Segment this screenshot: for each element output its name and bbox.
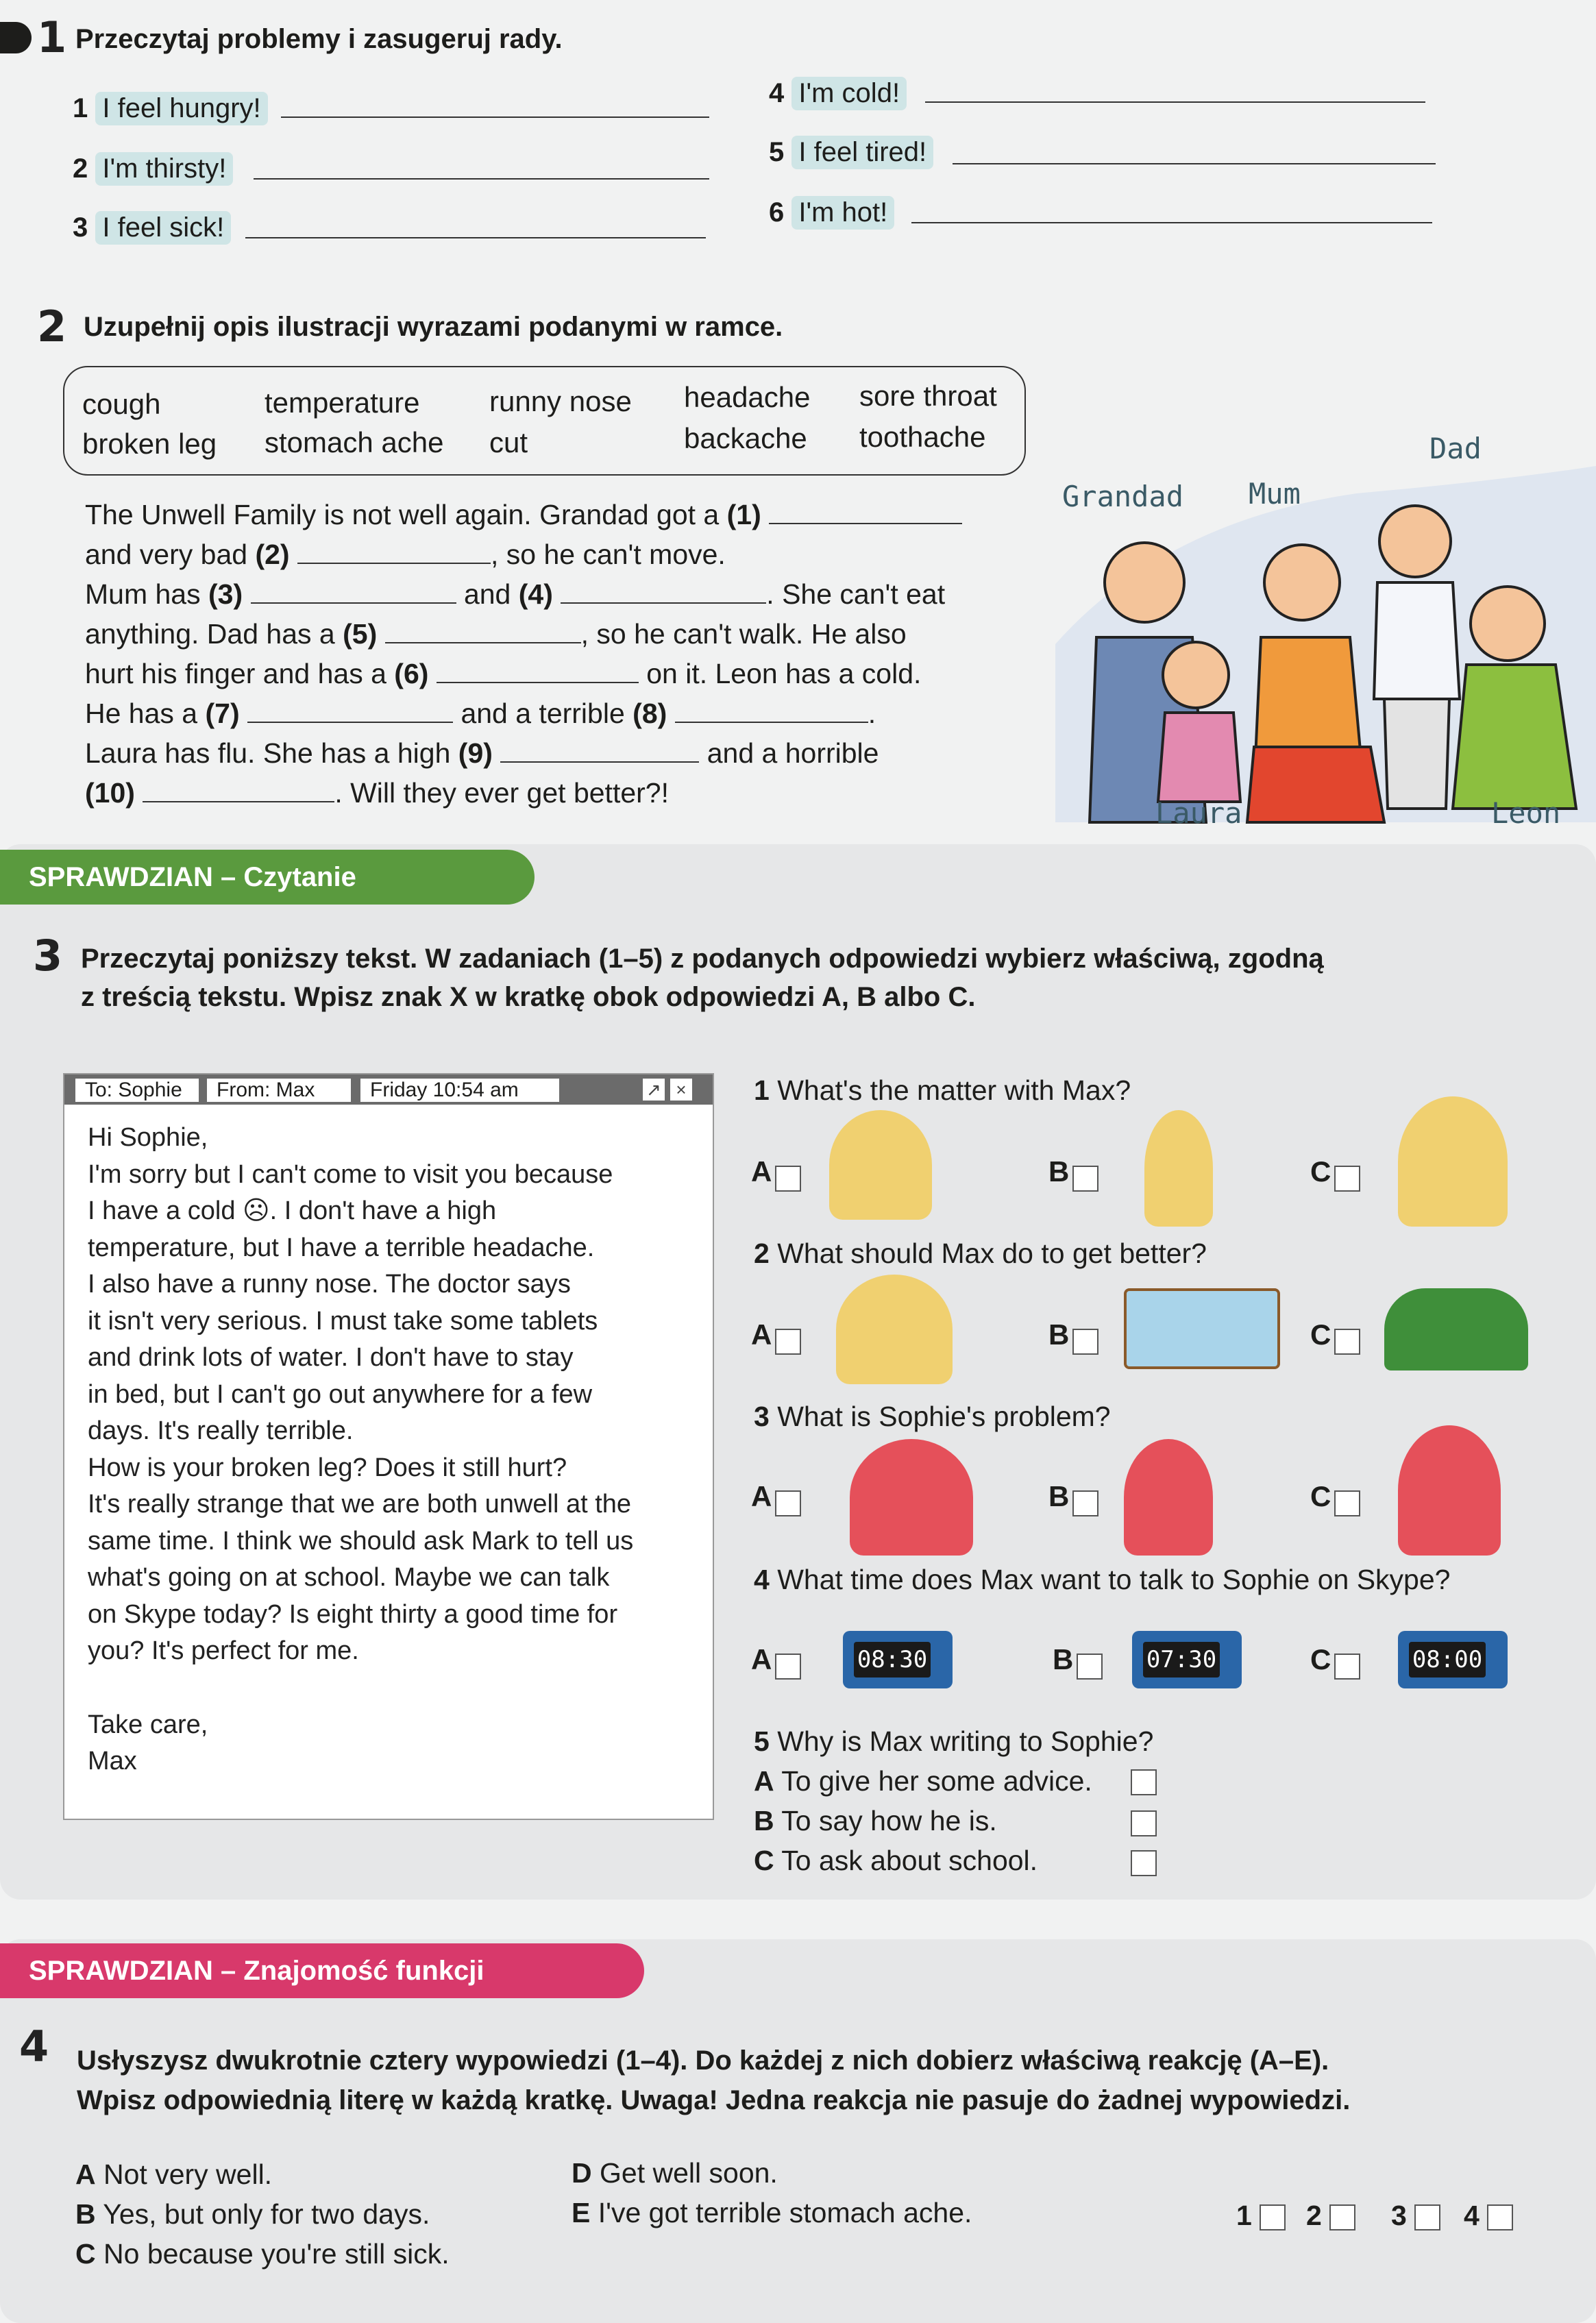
q2-option-c[interactable]: C xyxy=(1310,1318,1360,1355)
word: sore throat xyxy=(859,380,997,412)
q3-img-b-cold xyxy=(1124,1439,1213,1556)
word: cut xyxy=(489,426,528,458)
word: cough xyxy=(82,388,161,420)
label-dad: Dad xyxy=(1429,432,1482,465)
answer-line[interactable] xyxy=(953,163,1436,164)
checkbox[interactable] xyxy=(1334,1490,1360,1516)
task4-instruction-2: Wpisz odpowiednią literę w każdą kratkę. Uwaga! Jedna reakcja nie pasuje do żadnej wypowiedzi. xyxy=(77,2085,1351,2115)
q5-option-a: A To give her some advice. xyxy=(754,1765,1092,1797)
email-window xyxy=(63,1073,714,1820)
gap-8[interactable] xyxy=(675,722,868,723)
laura-figure xyxy=(1158,642,1240,802)
email-header xyxy=(64,1074,713,1105)
checkbox[interactable] xyxy=(1072,1490,1098,1516)
expand-icon[interactable]: ↗ xyxy=(643,1079,665,1101)
q3-img-c-cut xyxy=(1398,1425,1501,1556)
task1-number: 1 xyxy=(37,12,67,62)
reaction-c: C No because you're still sick. xyxy=(75,2238,450,2270)
checkbox[interactable] xyxy=(775,1654,801,1680)
functions-tab: SPRAWDZIAN – Znajomość funkcji xyxy=(0,1943,644,1998)
checkbox[interactable] xyxy=(1334,1166,1360,1192)
answer-line[interactable] xyxy=(245,237,706,238)
answer-slot-2[interactable]: 2 xyxy=(1306,2200,1355,2232)
reaction-d: D Get well soon. xyxy=(572,2157,778,2189)
alarm-clock-icon xyxy=(843,1631,953,1688)
task3-instruction-2: z treścią tekstu. Wpisz znak X w kratkę obok odpowiedzi A, B albo C. xyxy=(81,982,976,1012)
task3-number: 3 xyxy=(33,931,63,981)
checkbox[interactable] xyxy=(775,1490,801,1516)
speech-bubble: I'm hot! xyxy=(791,196,894,230)
q1-img-c-sneezing xyxy=(1398,1096,1508,1227)
q3-img-a-broken-leg xyxy=(850,1439,973,1556)
alarm-clock-icon xyxy=(1398,1631,1508,1688)
checkbox[interactable] xyxy=(775,1166,801,1192)
answer-box[interactable] xyxy=(1260,2204,1286,2230)
gap-9[interactable] xyxy=(500,761,699,763)
word: toothache xyxy=(859,421,986,453)
reaction-b: B Yes, but only for two days. xyxy=(75,2198,430,2230)
task4-instruction-1: Usłyszysz dwukrotnie cztery wypowiedzi (1–4). Do każdej z nich dobierz właściwą reakcję (A–E). xyxy=(77,2045,1329,2076)
reaction-e: E I've got terrible stomach ache. xyxy=(572,2197,972,2228)
task1-instruction: Przeczytaj problemy i zasugeruj rady. xyxy=(75,24,563,54)
task1-item-4: 4 I'm cold! xyxy=(769,77,907,110)
word: runny nose xyxy=(489,385,632,417)
q5-checkbox-b[interactable] xyxy=(1131,1810,1157,1836)
question-1: 1 What's the matter with Max? xyxy=(754,1074,1131,1106)
word: headache xyxy=(684,381,811,413)
label-grandad: Grandad xyxy=(1062,480,1184,513)
alarm-clock-icon xyxy=(1132,1631,1242,1688)
clock-time: 08:30 xyxy=(854,1642,931,1677)
gap-1[interactable] xyxy=(769,523,962,524)
email-date: Friday 10:54 am xyxy=(360,1079,559,1102)
answer-line[interactable] xyxy=(925,101,1425,103)
q2-img-c-walking xyxy=(1384,1288,1528,1371)
gap-6[interactable] xyxy=(437,682,639,683)
answer-line[interactable] xyxy=(281,116,709,118)
q5-option-b: B To say how he is. xyxy=(754,1805,997,1836)
answer-box[interactable] xyxy=(1414,2204,1440,2230)
speech-bubble: I feel sick! xyxy=(95,211,231,245)
speech-bubble: I'm cold! xyxy=(791,77,907,110)
task1-item-1: 1 I feel hungry! xyxy=(73,92,268,125)
q3-option-a[interactable]: A xyxy=(751,1480,801,1516)
answer-line[interactable] xyxy=(254,178,709,180)
answer-slot-3[interactable]: 3 xyxy=(1391,2200,1440,2232)
email-to: To: Sophie xyxy=(75,1079,199,1102)
label-leon: Leon xyxy=(1491,796,1561,830)
q5-option-c: C To ask about school. xyxy=(754,1845,1038,1876)
q1-option-b[interactable]: B xyxy=(1048,1155,1098,1192)
checkbox[interactable] xyxy=(1077,1654,1103,1680)
email-from: From: Max xyxy=(207,1079,351,1102)
gap-2[interactable] xyxy=(297,563,491,564)
word: broken leg xyxy=(82,428,217,460)
task3-instruction-1: Przeczytaj poniższy tekst. W zadaniach (1–5) z podanych odpowiedzi wybierz właściwą, zgodną xyxy=(81,944,1324,974)
task1-item-3: 3 I feel sick! xyxy=(73,211,231,245)
answer-box[interactable] xyxy=(1487,2204,1513,2230)
gap-10[interactable] xyxy=(143,801,334,802)
speech-bubble: I feel hungry! xyxy=(95,92,267,125)
speech-bubble: I'm thirsty! xyxy=(95,152,233,186)
gap-4[interactable] xyxy=(561,602,766,604)
q1-img-a-thermometer xyxy=(829,1110,932,1220)
question-3: 3 What is Sophie's problem? xyxy=(754,1401,1111,1432)
close-icon[interactable]: × xyxy=(670,1079,692,1101)
answer-line[interactable] xyxy=(911,222,1432,223)
q2-img-b-in-bed xyxy=(1124,1288,1280,1369)
dad-figure xyxy=(1374,506,1460,809)
email-body: Hi Sophie, I'm sorry but I can't come to visit you because I have a cold ☹. I don't have a high temperature, but I have a terrible headache. I also have a runny nose. The doctor says it isn't very serious. I must take some tablets and drink lots of water. I don't have to stay in bed, but I can't go out anywhere for a few days. It's really terrible. How is your broken leg? Does it still hurt? It's really strange that we are both unwell at the same time. I think we should ask Mark to tell us what's going on at school. Maybe we can talk on Skype today? Is eight thirty a good time for you? It's perfect for me. Take care, Max xyxy=(88,1123,634,1775)
answer-slot-1[interactable]: 1 xyxy=(1236,2200,1286,2232)
reading-tab: SPRAWDZIAN – Czytanie xyxy=(0,850,535,905)
task4-number: 4 xyxy=(19,2021,49,2072)
word: stomach ache xyxy=(265,426,444,458)
task1-icon xyxy=(0,22,32,53)
word: backache xyxy=(684,422,807,454)
q5-checkbox-c[interactable] xyxy=(1131,1850,1157,1876)
task2-instruction: Uzupełnij opis ilustracji wyrazami podanymi w ramce. xyxy=(84,312,783,342)
task1-item-5: 5 I feel tired! xyxy=(769,136,933,169)
q2-option-a[interactable]: A xyxy=(751,1318,801,1355)
task2-number: 2 xyxy=(37,302,67,352)
q4-option-a[interactable]: A xyxy=(751,1643,801,1680)
clock-time: 08:00 xyxy=(1409,1642,1486,1677)
word: temperature xyxy=(265,386,420,419)
q3-option-b[interactable]: B xyxy=(1048,1480,1098,1516)
question-2: 2 What should Max do to get better? xyxy=(754,1238,1207,1269)
checkbox[interactable] xyxy=(1334,1654,1360,1680)
answer-box[interactable] xyxy=(1329,2204,1355,2230)
gap-3[interactable] xyxy=(251,602,456,604)
question-4: 4 What time does Max want to talk to Sophie on Skype? xyxy=(754,1564,1451,1595)
label-mum: Mum xyxy=(1249,477,1301,511)
q1-option-a[interactable]: A xyxy=(751,1155,801,1192)
checkbox[interactable] xyxy=(775,1329,801,1355)
clock-time: 07:30 xyxy=(1143,1642,1220,1677)
question-5: 5 Why is Max writing to Sophie? xyxy=(754,1725,1154,1757)
checkbox[interactable] xyxy=(1072,1166,1098,1192)
q4-option-c[interactable]: C xyxy=(1310,1643,1360,1680)
checkbox[interactable] xyxy=(1334,1329,1360,1355)
q5-checkbox-a[interactable] xyxy=(1131,1769,1157,1795)
reaction-a: A Not very well. xyxy=(75,2159,273,2190)
q1-img-b-toothache xyxy=(1144,1110,1213,1227)
task1-item-6: 6 I'm hot! xyxy=(769,196,894,230)
gap-7[interactable] xyxy=(247,722,453,723)
answer-slot-4[interactable]: 4 xyxy=(1464,2200,1513,2232)
q1-option-c[interactable]: C xyxy=(1310,1155,1360,1192)
q2-img-a-drinking xyxy=(836,1275,953,1384)
q3-option-c[interactable]: C xyxy=(1310,1480,1360,1516)
checkbox[interactable] xyxy=(1072,1329,1098,1355)
story-text: The Unwell Family is not well again. Grandad got a (1) and very bad (2) , so he can't move. Mum has (3) and (4) . She can't eat anything. Dad has a (5) , so he can't walk. He also hurt his finger and has a (6) on it. Leon has a cold. He has a (7) and a terrible (8) . Laura has flu. She has a high (9) and a horrible (10) . Will they ever get better?! xyxy=(85,495,1058,813)
q4-option-b[interactable]: B xyxy=(1053,1643,1103,1680)
task1-item-2: 2 I'm thirsty! xyxy=(73,152,233,186)
word-box xyxy=(63,366,1026,476)
gap-5[interactable] xyxy=(385,642,581,643)
label-laura: Laura xyxy=(1155,796,1242,830)
speech-bubble: I feel tired! xyxy=(791,136,933,169)
q2-option-b[interactable]: B xyxy=(1048,1318,1098,1355)
